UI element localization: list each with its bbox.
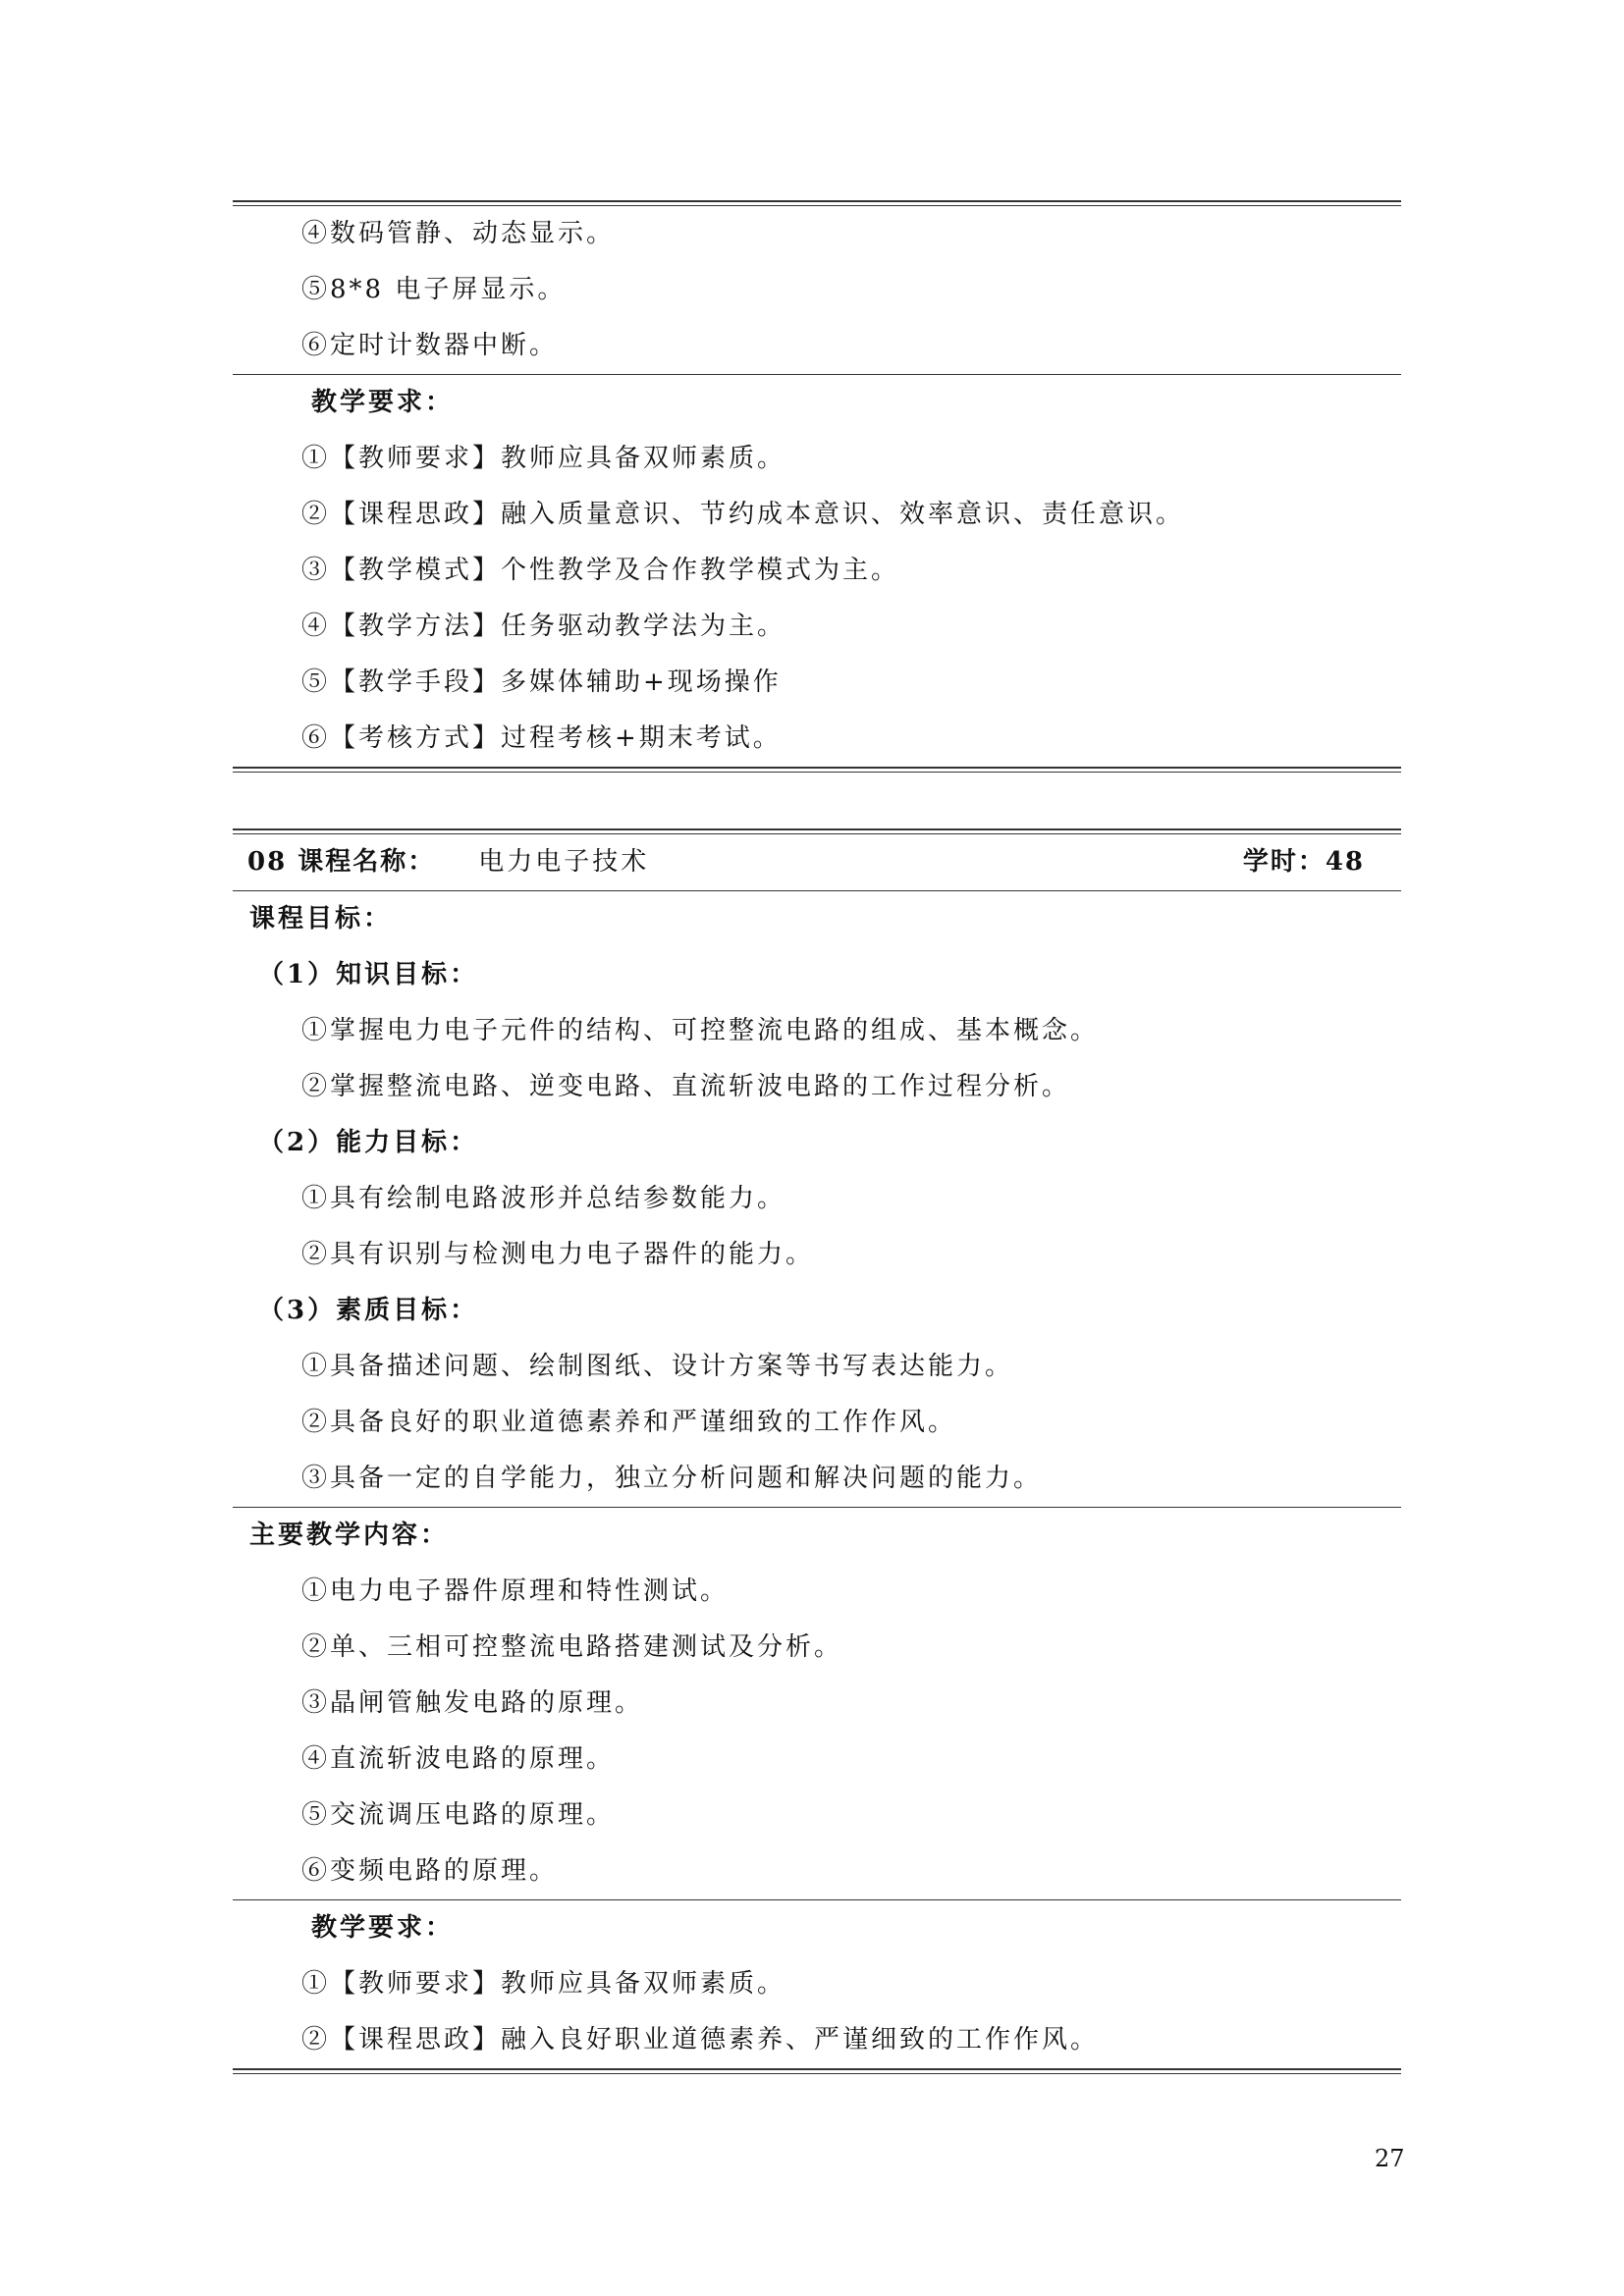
course-title-row bbox=[233, 834, 1401, 890]
course-name-label: 08 课程名称： bbox=[247, 847, 436, 877]
course-name-value: 电力电子技术 bbox=[478, 847, 650, 877]
requirements-heading: 教学要求： bbox=[311, 1913, 455, 1943]
previous-course-fragment bbox=[233, 200, 1401, 773]
ability-heading: （2）能力目标： bbox=[258, 1128, 479, 1157]
table-bottom-double-rule bbox=[233, 767, 1401, 773]
requirement-item: ③【教学模式】个性教学及合作教学模式为主。 bbox=[301, 556, 900, 585]
content-item: ②单、三相可控整流电路搭建测试及分析。 bbox=[301, 1632, 843, 1662]
requirement-item: ①【教师要求】教师应具备双师素质。 bbox=[301, 444, 786, 473]
content-heading: 主要教学内容： bbox=[249, 1521, 450, 1550]
content-item: ①电力电子器件原理和特性测试。 bbox=[301, 1576, 730, 1606]
page-number: 27 bbox=[1375, 2145, 1405, 2172]
requirement-item: ②【课程思政】融入良好职业道德素养、严谨细致的工作作风。 bbox=[301, 2025, 1100, 2055]
course-table bbox=[233, 828, 1401, 2074]
knowledge-item: ①掌握电力电子元件的结构、可控整流电路的组成、基本概念。 bbox=[301, 1016, 1100, 1045]
requirement-item: ⑥【考核方式】过程考核+期末考试。 bbox=[301, 723, 782, 753]
quality-item: ③具备一定的自学能力，独立分析问题和解决问题的能力。 bbox=[301, 1464, 1043, 1493]
requirement-item: ④【教学方法】任务驱动教学法为主。 bbox=[301, 612, 786, 641]
requirement-item: ①【教师要求】教师应具备双师素质。 bbox=[301, 1969, 786, 1999]
objectives-heading: 课程目标： bbox=[249, 904, 393, 934]
knowledge-item: ②掌握整流电路、逆变电路、直流斩波电路的工作过程分析。 bbox=[301, 1072, 1071, 1101]
knowledge-heading: （1）知识目标： bbox=[258, 960, 479, 989]
content-item: ⑥变频电路的原理。 bbox=[301, 1856, 559, 1886]
content-item: ⑤交流调压电路的原理。 bbox=[301, 1800, 616, 1830]
content-item: ⑤8*8 电子屏显示。 bbox=[301, 275, 567, 304]
ability-item: ①具有绘制电路波形并总结参数能力。 bbox=[301, 1184, 786, 1213]
content-item: ④直流斩波电路的原理。 bbox=[301, 1744, 616, 1774]
quality-item: ①具备描述问题、绘制图纸、设计方案等书写表达能力。 bbox=[301, 1352, 1014, 1381]
content-item: ④数码管静、动态显示。 bbox=[301, 219, 616, 248]
quality-heading: （3）素质目标： bbox=[258, 1296, 479, 1325]
quality-item: ②具备良好的职业道德素养和严谨细致的工作作风。 bbox=[301, 1408, 957, 1437]
content-item: ③晶闸管触发电路的原理。 bbox=[301, 1688, 644, 1718]
table-bottom-double-rule bbox=[233, 2068, 1401, 2074]
requirements-heading: 教学要求： bbox=[311, 388, 455, 417]
course-hours: 学时：48 bbox=[1242, 847, 1365, 877]
requirement-item: ②【课程思政】融入质量意识、节约成本意识、效率意识、责任意识。 bbox=[301, 500, 1185, 529]
ability-item: ②具有识别与检测电力电子器件的能力。 bbox=[301, 1240, 815, 1269]
requirement-item: ⑤【教学手段】多媒体辅助+现场操作 bbox=[301, 667, 782, 697]
content-item: ⑥定时计数器中断。 bbox=[301, 331, 559, 360]
